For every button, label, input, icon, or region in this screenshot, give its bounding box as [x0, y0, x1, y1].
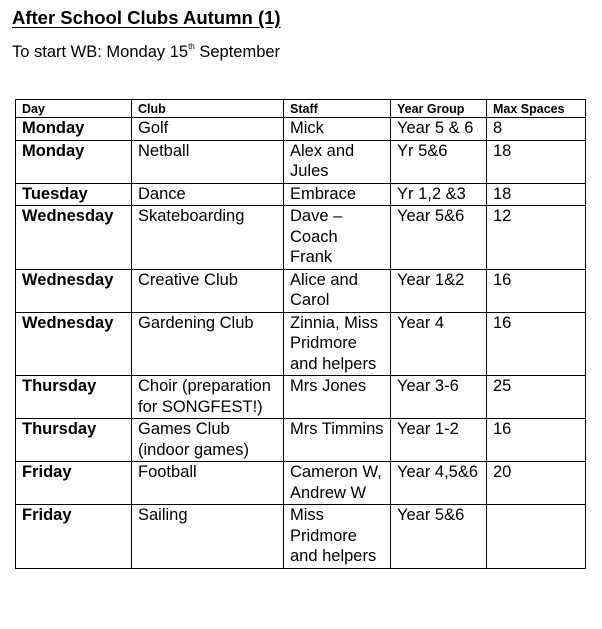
cell-staff: Mrs Timmins [284, 419, 391, 462]
cell-day: Monday [16, 118, 132, 141]
cell-day: Friday [16, 462, 132, 505]
cell-staff: Mick [284, 118, 391, 141]
cell-max-spaces [487, 505, 586, 569]
cell-max-spaces: 16 [487, 419, 586, 462]
cell-staff: Cameron W, Andrew W [284, 462, 391, 505]
cell-year-group: Year 5&6 [391, 206, 487, 270]
header-day: Day [16, 100, 132, 118]
header-staff: Staff [284, 100, 391, 118]
cell-year-group: Yr 1,2 &3 [391, 183, 487, 206]
table-row [16, 419, 586, 462]
cell-day: Tuesday [16, 183, 132, 206]
header-max-spaces: Max Spaces [487, 100, 586, 118]
ordinal-suffix: th [188, 42, 195, 51]
cell-club: Games Club (indoor games) [132, 419, 284, 462]
cell-year-group: Year 1&2 [391, 269, 487, 312]
cell-day: Friday [16, 505, 132, 569]
table-row [16, 206, 586, 270]
cell-year-group: Year 1-2 [391, 419, 487, 462]
cell-year-group: Yr 5&6 [391, 140, 487, 183]
cell-club: Netball [132, 140, 284, 183]
cell-day: Wednesday [16, 206, 132, 270]
cell-club: Creative Club [132, 269, 284, 312]
cell-max-spaces: 18 [487, 183, 586, 206]
cell-max-spaces: 12 [487, 206, 586, 270]
cell-club: Football [132, 462, 284, 505]
table-row [16, 462, 586, 505]
cell-staff: Zinnia, Miss Pridmore and helpers [284, 312, 391, 376]
table-row [16, 118, 586, 141]
table-header-row [16, 100, 586, 118]
cell-staff: Mrs Jones [284, 376, 391, 419]
cell-day: Wednesday [16, 312, 132, 376]
cell-staff: Miss Pridmore and helpers [284, 505, 391, 569]
header-year-group: Year Group [391, 100, 487, 118]
cell-club: Skateboarding [132, 206, 284, 270]
cell-year-group: Year 5&6 [391, 505, 487, 569]
cell-year-group: Year 5 & 6 [391, 118, 487, 141]
document-title: After School Clubs Autumn (1) [12, 7, 281, 28]
cell-staff: Alex and Jules [284, 140, 391, 183]
cell-day: Thursday [16, 376, 132, 419]
cell-year-group: Year 4,5&6 [391, 462, 487, 505]
table-row [16, 376, 586, 419]
table-row [16, 269, 586, 312]
cell-staff: Embrace [284, 183, 391, 206]
cell-max-spaces: 8 [487, 118, 586, 141]
cell-year-group: Year 4 [391, 312, 487, 376]
cell-staff: Dave – Coach Frank [284, 206, 391, 270]
cell-year-group: Year 3-6 [391, 376, 487, 419]
cell-staff: Alice and Carol [284, 269, 391, 312]
cell-max-spaces: 20 [487, 462, 586, 505]
cell-club: Gardening Club [132, 312, 284, 376]
cell-club: Sailing [132, 505, 284, 569]
cell-max-spaces: 18 [487, 140, 586, 183]
cell-max-spaces: 16 [487, 312, 586, 376]
cell-day: Thursday [16, 419, 132, 462]
cell-day: Monday [16, 140, 132, 183]
cell-max-spaces: 16 [487, 269, 586, 312]
table-row [16, 183, 586, 206]
clubs-table [15, 99, 586, 569]
cell-club: Choir (preparation for SONGFEST!) [132, 376, 284, 419]
cell-day: Wednesday [16, 269, 132, 312]
table-row [16, 505, 586, 569]
start-date-line [12, 42, 280, 62]
header-club: Club [132, 100, 284, 118]
cell-max-spaces: 25 [487, 376, 586, 419]
cell-club: Dance [132, 183, 284, 206]
table-row [16, 312, 586, 376]
start-date-text: To start WB: Monday 15 [12, 43, 189, 61]
cell-club: Golf [132, 118, 284, 141]
table-row [16, 140, 586, 183]
start-date-month: September [194, 43, 281, 61]
